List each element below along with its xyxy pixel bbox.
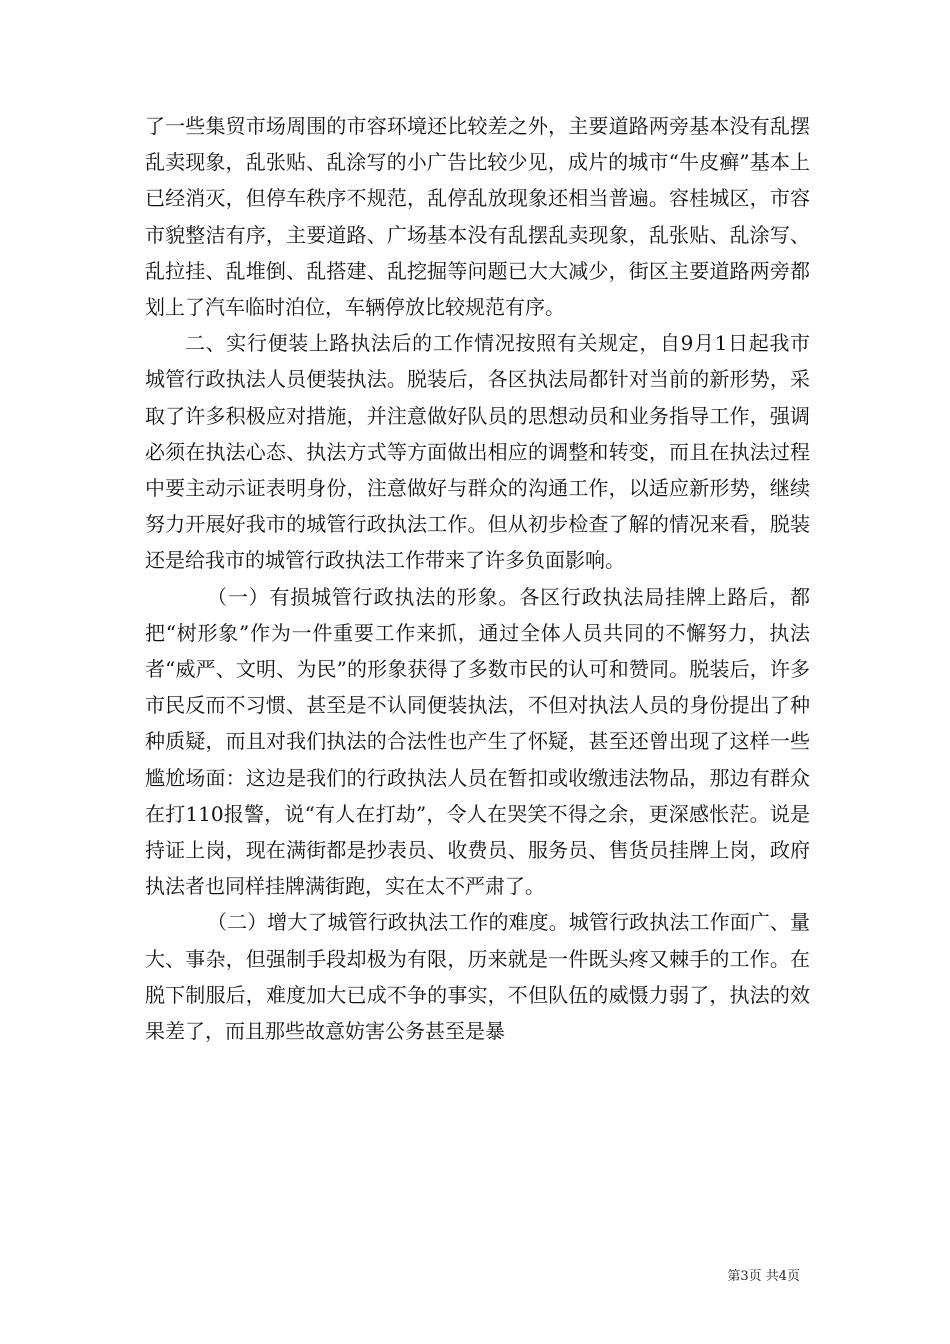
body-text [145, 108, 810, 1049]
paragraph-section-two: 二、实行便装上路执法后的工作情况按照有关规定，自9月1日起我市城管行政执法人员便装执法。脱装后，各区执法局都针对当前的新形势，采取了许多积极应对措施，并注意做好队员的思想动员和业务指导工作，强调必须在执法心态、执法方式等方面做出相应的调整和转变，而且在执法过程中要主动示证表明身份，注意做好与群众的沟通工作，以适应新形势，继续努力开展好我市的城管行政执法工作。但从初步检查了解的情况来看，脱装还是给我市的城管行政执法工作带来了许多负面影响。 [145, 331, 810, 573]
paragraph-item-one: （一）有损城管行政执法的形象。各区行政执法局挂牌上路后，都把“树形象”作为一件重要工作来抓，通过全体人员共同的不懈努力，执法者“威严、文明、为民”的形象获得了多数市民的认可和赞同。脱装后，许多市民反而不习惯、甚至是不认同便装执法，不但对执法人员的身份提出了种种质疑，而且对我们执法的合法性也产生了怀疑，甚至还曾出现了这样一些尴尬场面：这边是我们的行政执法人员在暂扣或收缴违法物品，那边有群众在打110报警，说“有人在打劫”，令人在哭笑不得之余，更深感怅茫。说是持证上岗，现在满街都是抄表员、收费员、服务员、售货员挂牌上岗，政府执法者也同样挂牌满街跑，实在太不严肃了。 [145, 584, 810, 899]
page-number: 第3页 共4页 [727, 1269, 800, 1284]
paragraph-item-two: （二）增大了城管行政执法工作的难度。城管行政执法工作面广、量大、事杂，但强制手段却极为有限，历来就是一件既头疼又棘手的工作。在脱下制服后，难度加大已成不争的事实，不但队伍的威慑力弱了，执法的效果差了，而且那些故意妨害公务甚至是暴 [145, 910, 810, 1044]
paragraph-continuation: 了一些集贸市场周围的市容环境还比较差之外，主要道路两旁基本没有乱摆乱卖现象，乱张贴、乱涂写的小广告比较少见，成片的城市“牛皮癣”基本上已经消灭，但停车秩序不规范，乱停乱放现象还相当普遍。容桂城区，市容市貌整洁有序，主要道路、广场基本没有乱摆乱卖现象，乱张贴、乱涂写、乱拉挂、乱堆倒、乱搭建、乱挖掘等问题已大大减少，街区主要道路两旁都划上了汽车临时泊位，车辆停放比较规范有序。 [145, 114, 810, 320]
